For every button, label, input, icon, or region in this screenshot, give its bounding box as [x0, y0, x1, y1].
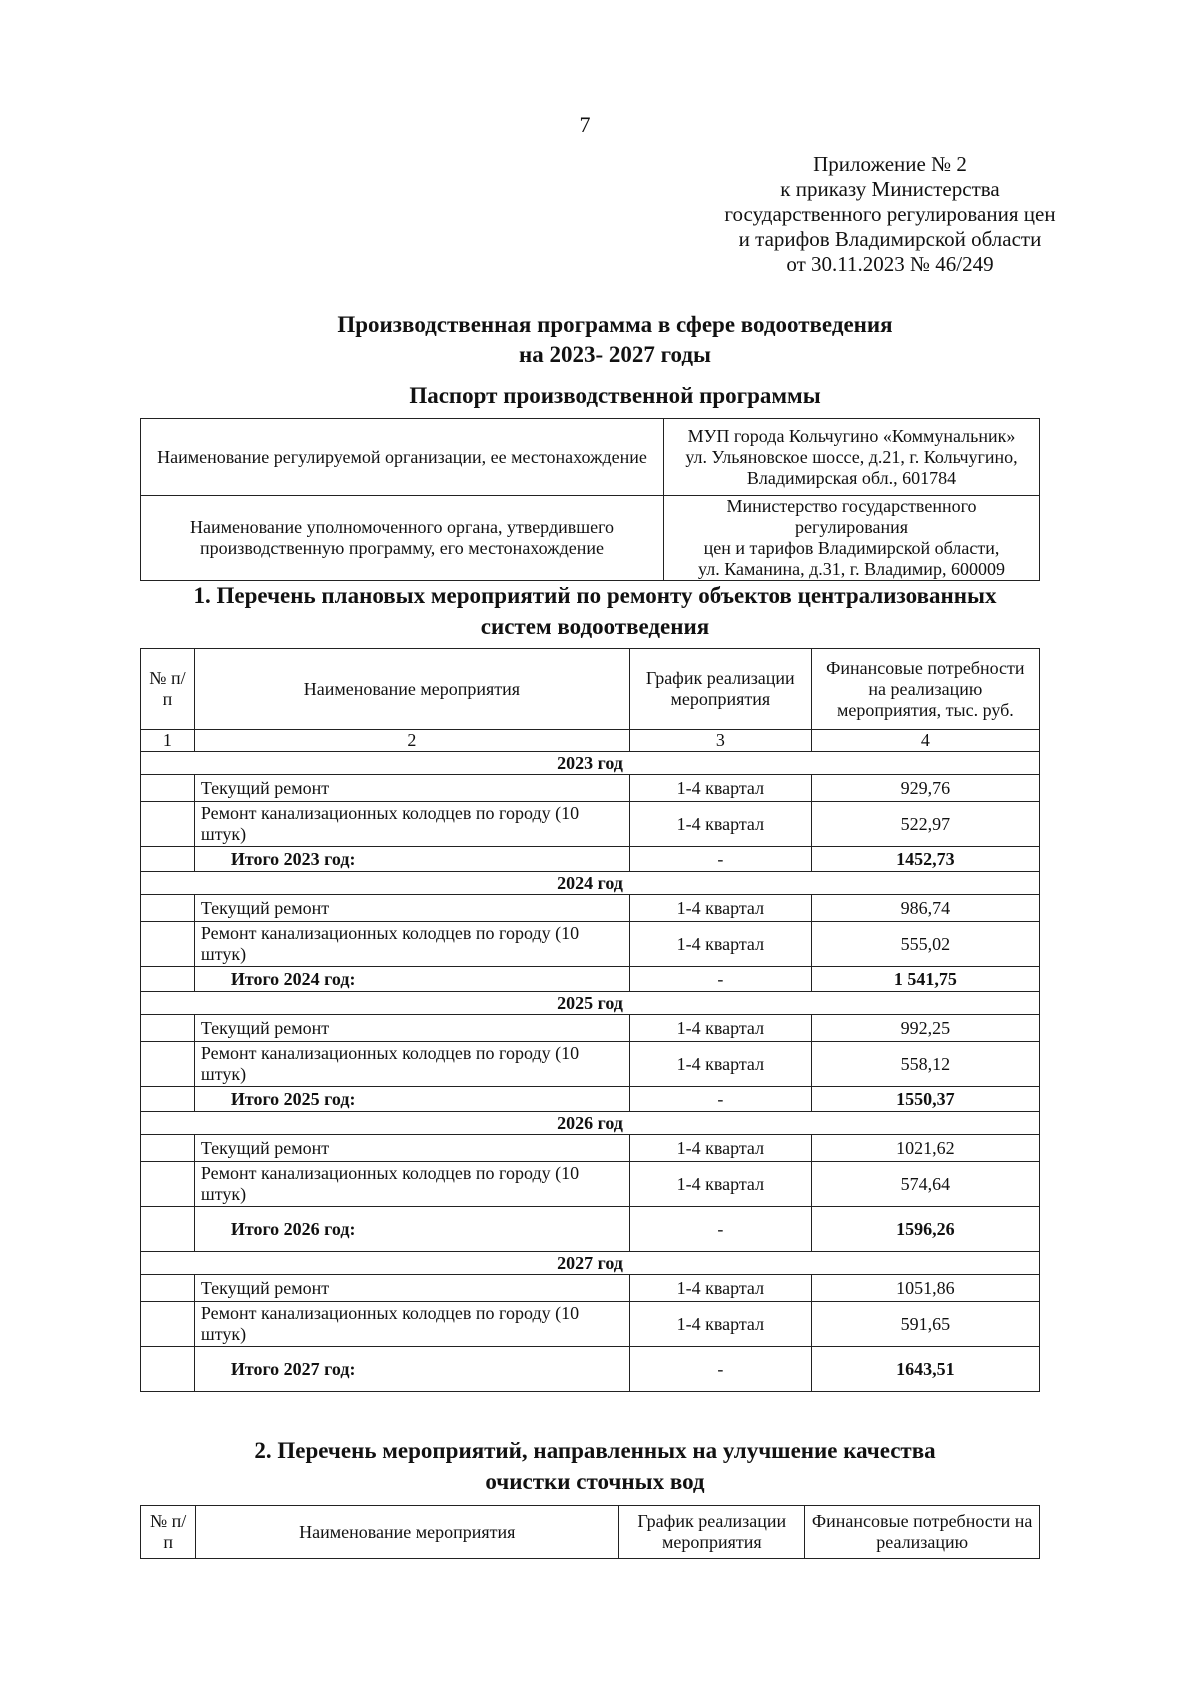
work-amount: 522,97: [811, 802, 1039, 847]
column-header: Наименование мероприятия: [196, 1506, 619, 1559]
row-number: [141, 1015, 195, 1042]
year-label: 2027 год: [141, 1252, 1040, 1275]
year-label: 2023 год: [141, 752, 1040, 775]
work-schedule: 1-4 квартал: [629, 1162, 811, 1207]
passport-value: [664, 419, 1040, 496]
passport-label: Наименование уполномоченного органа, утвердившего производственную программу, его местонахождение: [141, 496, 664, 581]
table-row: [141, 895, 1040, 922]
work-amount: 929,76: [811, 775, 1039, 802]
table-header-row: [141, 649, 1040, 730]
appendix-line: и тарифов Владимирской области: [738, 227, 1042, 251]
work-schedule: 1-4 квартал: [629, 1275, 811, 1302]
passport-value-line: ул. Каманина, д.31, г. Владимир, 600009: [698, 559, 1005, 579]
year-label: 2025 год: [141, 992, 1040, 1015]
work-schedule: 1-4 квартал: [629, 802, 811, 847]
work-amount: 574,64: [811, 1162, 1039, 1207]
heading-line: систем водоотведения: [480, 614, 710, 639]
appendix-line: от 30.11.2023 № 46/249: [786, 252, 994, 276]
passport-row: [141, 496, 1040, 581]
passport-heading: Паспорт производственной программы: [409, 383, 821, 408]
row-number: [141, 922, 195, 967]
title-line: Производственная программа в сфере водоотведения: [337, 312, 893, 337]
work-name: Ремонт канализационных колодцев по городу (10 штук): [194, 1302, 629, 1347]
column-header: Финансовые потребности на реализацию мероприятия, тыс. руб.: [811, 649, 1039, 730]
row-number: [141, 1302, 195, 1347]
column-header: Финансовые потребности на реализацию: [805, 1506, 1040, 1559]
column-number: 4: [811, 730, 1039, 752]
column-number-row: [141, 730, 1040, 752]
row-number: [141, 847, 195, 872]
work-name: Ремонт канализационных колодцев по городу (10 штук): [194, 922, 629, 967]
total-label: Итого 2027 год:: [194, 1347, 629, 1392]
total-schedule: -: [629, 1087, 811, 1112]
total-amount: 1 541,75: [811, 967, 1039, 992]
total-row: [141, 1087, 1040, 1112]
work-amount: 558,12: [811, 1042, 1039, 1087]
total-label: Итого 2023 год:: [194, 847, 629, 872]
heading-line: 2. Перечень мероприятий, направленных на улучшение качества: [254, 1438, 936, 1463]
passport-table: [140, 418, 1040, 581]
year-row: [141, 872, 1040, 895]
table-row: [141, 1042, 1040, 1087]
row-number: [141, 1087, 195, 1112]
work-name: Текущий ремонт: [194, 1015, 629, 1042]
year-row: [141, 992, 1040, 1015]
year-label: 2026 год: [141, 1112, 1040, 1135]
work-amount: 986,74: [811, 895, 1039, 922]
column-header: График реализации мероприятия: [619, 1506, 805, 1559]
work-schedule: 1-4 квартал: [629, 1042, 811, 1087]
wastewater-quality-table: [140, 1505, 1040, 1559]
appendix-line: государственного регулирования цен: [724, 202, 1056, 226]
year-row: [141, 1252, 1040, 1275]
work-name: Текущий ремонт: [194, 775, 629, 802]
work-amount: 1021,62: [811, 1135, 1039, 1162]
total-row: [141, 967, 1040, 992]
total-schedule: -: [629, 1207, 811, 1252]
column-number: 1: [141, 730, 195, 752]
work-name: Текущий ремонт: [194, 1135, 629, 1162]
work-name: Текущий ремонт: [194, 895, 629, 922]
work-amount: 591,65: [811, 1302, 1039, 1347]
row-number: [141, 967, 195, 992]
section-2-heading: [130, 1435, 1060, 1497]
total-amount: 1643,51: [811, 1347, 1039, 1392]
table-row: [141, 1015, 1040, 1042]
table-row: [141, 1135, 1040, 1162]
work-name: Текущий ремонт: [194, 1275, 629, 1302]
passport-row: [141, 419, 1040, 496]
year-label: 2024 год: [141, 872, 1040, 895]
passport-label: Наименование регулируемой организации, ее местонахождение: [141, 419, 664, 496]
work-schedule: 1-4 квартал: [629, 1015, 811, 1042]
heading-line: очистки сточных вод: [485, 1469, 705, 1494]
passport-value-line: МУП города Кольчугино «Коммунальник»: [687, 425, 1016, 446]
passport-value-line: Владимирская обл., 601784: [746, 467, 957, 488]
total-row: [141, 847, 1040, 872]
work-name: Ремонт канализационных колодцев по городу (10 штук): [194, 1162, 629, 1207]
row-number: [141, 895, 195, 922]
column-number: 3: [629, 730, 811, 752]
total-amount: 1452,73: [811, 847, 1039, 872]
document-title: [160, 310, 1070, 370]
title-line: на 2023- 2027 годы: [519, 342, 711, 367]
total-row: [141, 1347, 1040, 1392]
appendix-line: Приложение № 2: [813, 152, 967, 176]
table-row: [141, 1302, 1040, 1347]
row-number: [141, 1162, 195, 1207]
total-label: Итого 2026 год:: [194, 1207, 629, 1252]
heading-line: 1. Перечень плановых мероприятий по ремонту объектов централизованных: [193, 583, 997, 608]
row-number: [141, 1135, 195, 1162]
row-number: [141, 1042, 195, 1087]
work-schedule: 1-4 квартал: [629, 1302, 811, 1347]
column-header: № п/п: [141, 649, 195, 730]
table-header-row: [141, 1506, 1040, 1559]
row-number: [141, 775, 195, 802]
page-number: 7: [579, 112, 591, 137]
table-row: [141, 802, 1040, 847]
total-schedule: -: [629, 967, 811, 992]
work-name: Ремонт канализационных колодцев по городу (10 штук): [194, 1042, 629, 1087]
table-row: [141, 1162, 1040, 1207]
work-amount: 555,02: [811, 922, 1039, 967]
work-name: Ремонт канализационных колодцев по городу (10 штук): [194, 802, 629, 847]
work-schedule: 1-4 квартал: [629, 895, 811, 922]
appendix-reference: [680, 152, 1100, 277]
repair-works-table: [140, 648, 1040, 1392]
year-row: [141, 1112, 1040, 1135]
table-row: [141, 775, 1040, 802]
passport-value-line: ул. Ульяновское шоссе, д.21, г. Кольчугино,: [685, 446, 1018, 467]
row-number: [141, 1347, 195, 1392]
table-row: [141, 922, 1040, 967]
row-number: [141, 1275, 195, 1302]
column-header: График реализации мероприятия: [629, 649, 811, 730]
table-row: [141, 1275, 1040, 1302]
work-amount: 992,25: [811, 1015, 1039, 1042]
work-schedule: 1-4 квартал: [629, 922, 811, 967]
column-number: 2: [194, 730, 629, 752]
work-amount: 1051,86: [811, 1275, 1039, 1302]
work-schedule: 1-4 квартал: [629, 1135, 811, 1162]
total-schedule: -: [629, 847, 811, 872]
column-header: Наименование мероприятия: [194, 649, 629, 730]
total-amount: 1550,37: [811, 1087, 1039, 1112]
total-label: Итого 2025 год:: [194, 1087, 629, 1112]
appendix-line: к приказу Министерства: [780, 177, 1000, 201]
section-1-heading: [130, 580, 1060, 642]
year-row: [141, 752, 1040, 775]
row-number: [141, 1207, 195, 1252]
column-header: № п/п: [141, 1506, 196, 1559]
passport-value: [664, 496, 1040, 581]
work-schedule: 1-4 квартал: [629, 775, 811, 802]
passport-value-line: Министерство государственного регулирования: [726, 496, 977, 537]
total-schedule: -: [629, 1347, 811, 1392]
row-number: [141, 802, 195, 847]
total-label: Итого 2024 год:: [194, 967, 629, 992]
passport-value-line: цен и тарифов Владимирской области,: [703, 538, 1000, 558]
total-row: [141, 1207, 1040, 1252]
total-amount: 1596,26: [811, 1207, 1039, 1252]
